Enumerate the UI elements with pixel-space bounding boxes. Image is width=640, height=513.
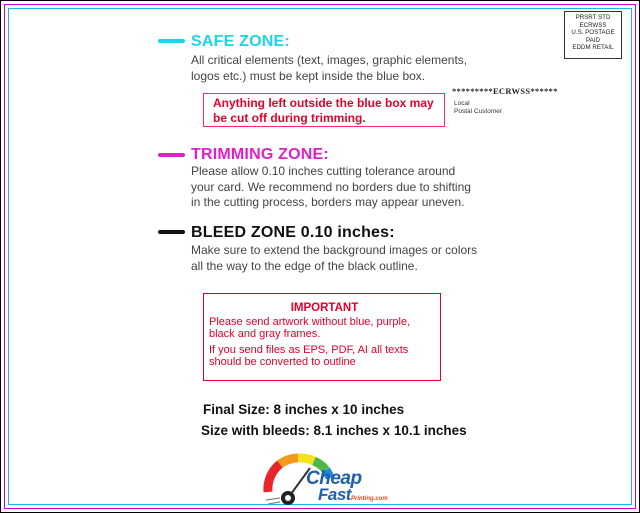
bleed-size: Size with bleeds: 8.1 inches x 10.1 inches — [201, 423, 467, 438]
bleed-zone-description: Make sure to extend the background images or colors all the way to the edge of the black outline. — [191, 243, 478, 273]
postage-indicia: PRSRT STD ECRWSS U.S. POSTAGE PAID EDDM RETAIL — [564, 11, 622, 59]
logo-word-cheap: Cheap — [306, 468, 362, 489]
trimming-warning-box: Anything left outside the blue box may be cut off during trimming. — [203, 93, 445, 127]
bleed-zone-swatch — [158, 230, 185, 234]
final-size: Final Size: 8 inches x 10 inches — [203, 402, 405, 417]
logo-word-fast: Fast — [318, 485, 351, 504]
trimming-zone-title: TRIMMING ZONE: — [191, 146, 329, 163]
important-box: IMPORTANT Please send artwork without blue, purple, black and gray frames. If you send files as EPS, PDF, AI all texts should be converted to outline — [203, 293, 441, 381]
postal-customer: Postal Customer — [454, 108, 503, 115]
logo-word-printing: Printing.com — [351, 496, 388, 502]
trimming-zone-description: Please allow 0.10 inches cutting tolerance around your card. We recommend no borders due to shifting in the cutting process, borders may appear uneven. — [191, 164, 471, 209]
postal-code: *********ECRWSS****** — [452, 86, 558, 96]
safe-zone-description: All critical elements (text, images, graphic elements, logos etc.) must be kept inside the blue box. — [191, 53, 468, 83]
company-logo — [258, 448, 388, 510]
trimming-zone-swatch — [158, 153, 185, 157]
postal-local: Local — [454, 100, 470, 107]
safe-zone-swatch — [158, 39, 185, 43]
bleed-zone-title: BLEED ZONE 0.10 inches: — [191, 224, 395, 241]
safe-zone-title: SAFE ZONE: — [191, 33, 290, 50]
important-title: IMPORTANT — [290, 302, 359, 314]
